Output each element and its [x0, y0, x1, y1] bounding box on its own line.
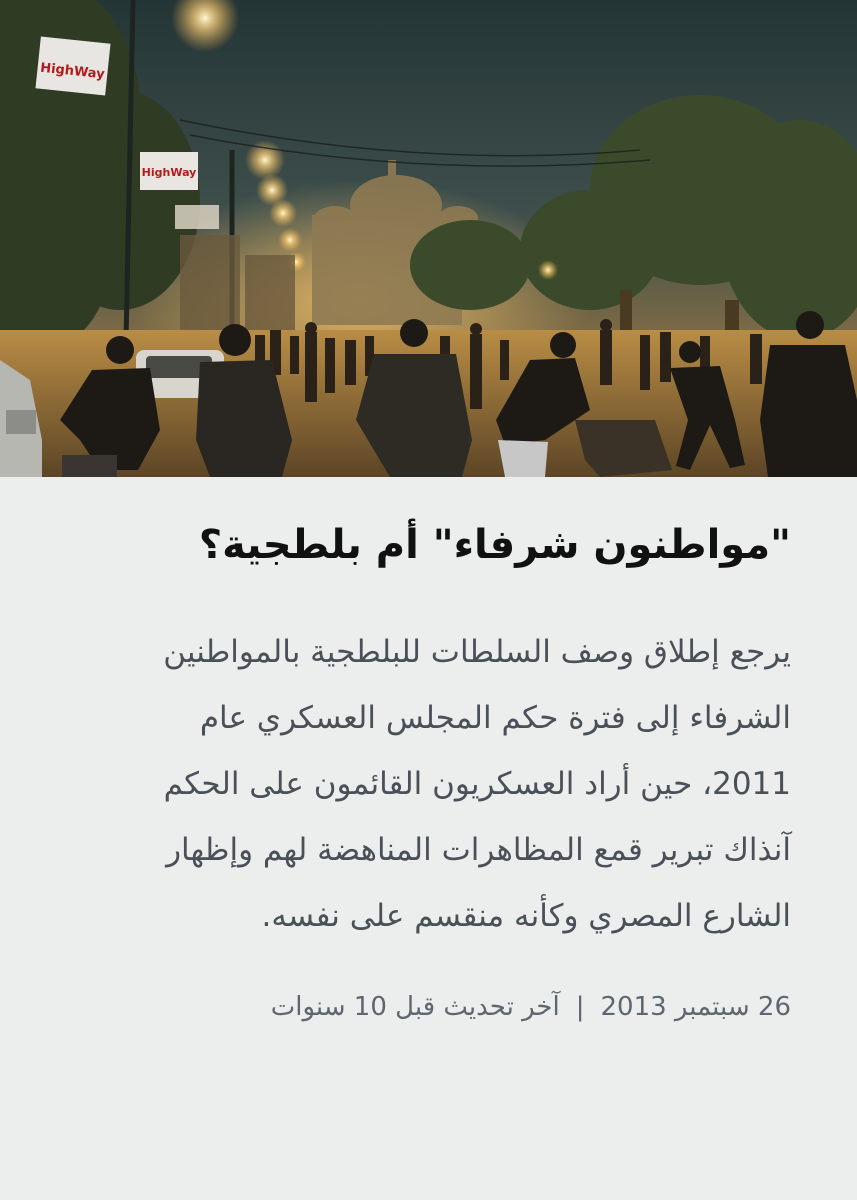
article-title[interactable]: "مواطنون شرفاء" أم بلطجية؟	[198, 522, 791, 568]
shop-sign	[35, 36, 110, 95]
article-meta	[110, 987, 791, 1027]
article-summary: يرجع إطلاق وصف السلطات للبلطجية بالمواطنين الشرفاء إلى فترة حكم المجلس العسكري عام 2011، حين أراد العسكريون القائمون على الحكم آنذاك تبرير قمع المظاهرات المناهضة لهم وإظهار الشارع المصري وكأنه منقسم على نفسه.	[163, 634, 791, 934]
shop-sign-text: HighWay	[141, 166, 197, 179]
shop-sign	[140, 152, 198, 190]
meta-separator: |	[575, 992, 585, 1022]
article-text	[110, 477, 791, 1027]
night-street-scene	[0, 0, 857, 477]
article-photo[interactable]	[0, 0, 857, 477]
last-updated: آخر تحديث قبل 10 سنوات	[270, 992, 560, 1022]
shop-sign-text: HighWay	[39, 60, 106, 83]
publish-date: 26 سبتمبر 2013	[600, 992, 791, 1022]
